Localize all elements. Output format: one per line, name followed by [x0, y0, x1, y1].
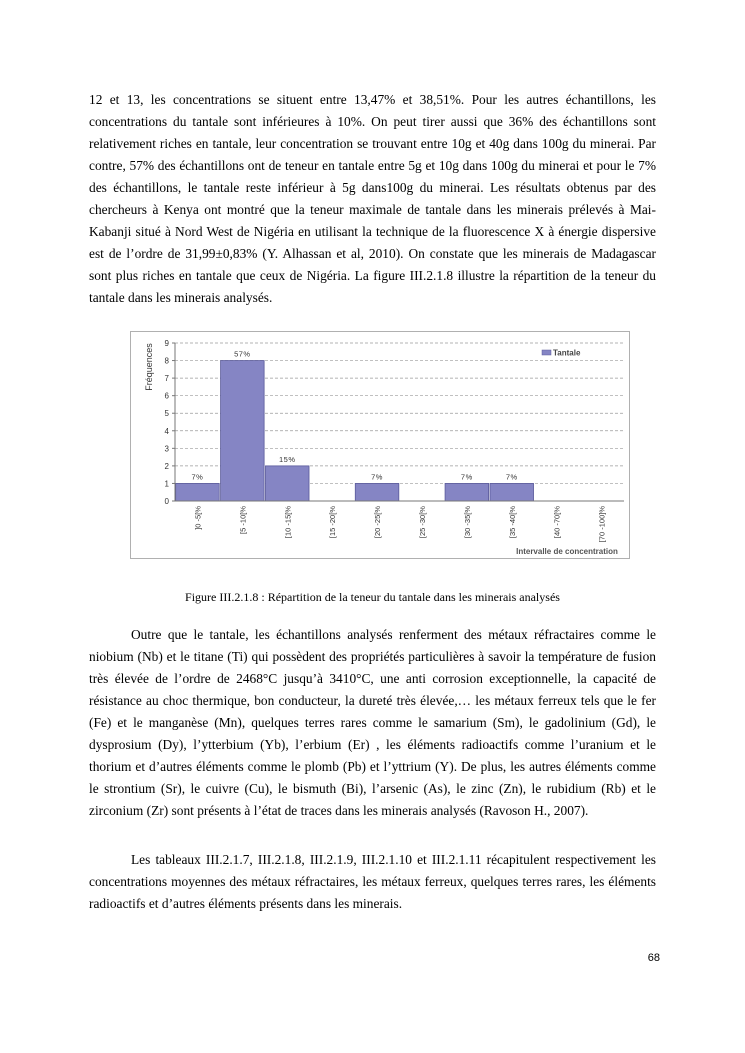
x-tick-label: [30 -35[%: [462, 506, 472, 539]
x-tick-label: [40 -70[%: [552, 506, 562, 539]
bar: [355, 483, 399, 501]
page-number: 68: [647, 952, 660, 964]
x-tick-label: ]0 -5[%: [193, 506, 203, 530]
bar-data-label: 7%: [505, 472, 518, 482]
bar: [176, 483, 220, 501]
body-paragraph-3: Les tableaux III.2.1.7, III.2.1.8, III.2.1.9, III.2.1.10 et III.2.1.11 récapitulent respectivement les concentrations moyennes des métaux réfractaires, les métaux ferreux, quelques terres rares, les éléments radioactifs et d’autres éléments présents dans les minerais.: [89, 852, 656, 911]
x-tick-label: [20 -25[%: [373, 506, 383, 539]
bar: [221, 361, 265, 501]
bar-data-label: 15%: [278, 454, 296, 464]
bar: [490, 483, 534, 501]
legend-swatch: [542, 350, 551, 355]
x-tick-label: [5 -10[%: [238, 506, 248, 534]
body-paragraph-1: 12 et 13, les concentrations se situent entre 13,47% et 38,51%. Pour les autres échantillons, les concentrations du tantale sont inférieures à 10%. On peut tirer aussi que 36% des échantillons sont relativement riches en tantale, leur concentration se trouvant entre 10g et 40g dans 100g du minerai. Par contre, 57% des échantillons ont de teneur en tantale entre 5g et 10g dans 100g du minerai et pour le 7% des échantillons, le tantale reste inférieur à 5g dans100g du minerai. Les résultats obtenus par des chercheurs à Kenya ont montré que la teneur maximale de tantale dans les minerais prélevés à Mai-Kabanji situé à Nord West de Nigéria en utilisant la technique de la fluorescence X à énergie dispersive est de l’ordre de 31,99±0,83% (Y. Alhassan et al, 2010). On constate que les minerais de Madagascar sont plus riches en tantale que ceux de Nigéria. La figure III.2.1.8 illustre la répartition de la teneur du tantale dans les minerais analysés.: [89, 92, 656, 305]
bar-data-label: 57%: [234, 349, 251, 359]
bar: [445, 483, 489, 501]
bar-data-label: 7%: [371, 472, 383, 482]
x-axis-label: Intervalle de concentration: [516, 547, 618, 556]
y-tick-label: 1: [164, 479, 169, 489]
legend-label: Tantale: [553, 348, 581, 358]
bar: [265, 466, 309, 501]
y-tick-label: 3: [164, 444, 169, 454]
y-tick-label: 6: [164, 391, 169, 401]
x-tick-label: [25 -30[%: [417, 506, 427, 539]
y-tick-label: 8: [164, 356, 169, 366]
x-tick-label: [15 -20[%: [328, 506, 338, 539]
figure-caption: Figure III.2.1.8 : Répartition de la teneur du tantale dans les minerais analysés: [185, 590, 560, 604]
y-tick-label: 9: [164, 339, 169, 348]
y-tick-label: 7: [164, 374, 169, 384]
y-tick-label: 4: [164, 426, 169, 436]
y-tick-label: 2: [164, 461, 169, 471]
bar-data-label: 7%: [460, 472, 473, 482]
x-tick-label: [70 -100]%: [597, 506, 607, 543]
y-tick-label: 0: [164, 497, 169, 506]
y-axis-label: Fréquences: [144, 343, 154, 391]
bar-chart: [130, 331, 630, 559]
figure-tantale-distribution: [130, 331, 630, 559]
y-tick-label: 5: [164, 409, 169, 419]
x-tick-label: [10 -15[%: [283, 506, 293, 539]
body-paragraph-2: Outre que le tantale, les échantillons analysés renferment des métaux réfractaires comme le niobium (Nb) et le titane (Ti) qui possèdent des propriétés particulières à savoir la température de fusion très élevée de l’ordre de 2468°C jusqu’à 3410°C, une anti corrosion exceptionnelle, la capacité de résistance au choc thermique, bon conducteur, la dureté très élevée,… les métaux ferreux tels que le fer (Fe) et le manganèse (Mn), quelques terres rares comme le samarium (Sm), le gadolinium (Gd), le dysprosium (Dy), l’ytterbium (Yb), l’erbium (Er) , les éléments radioactifs comme l’uranium et le thorium et d’autres éléments comme le plomb (Pb) et l’yttrium (Y). De plus, les autres éléments comme le strontium (Sr), le cuivre (Cu), le bismuth (Bi), l’arsenic (As), le zinc (Zn), le rubidium (Rb) et le zirconium (Zr) sont présents à l’état de traces dans les minerais analysés (Ravoson H., 2007).: [89, 627, 656, 818]
x-tick-label: [35 -40[%: [507, 506, 517, 539]
bar-data-label: 7%: [191, 472, 204, 482]
